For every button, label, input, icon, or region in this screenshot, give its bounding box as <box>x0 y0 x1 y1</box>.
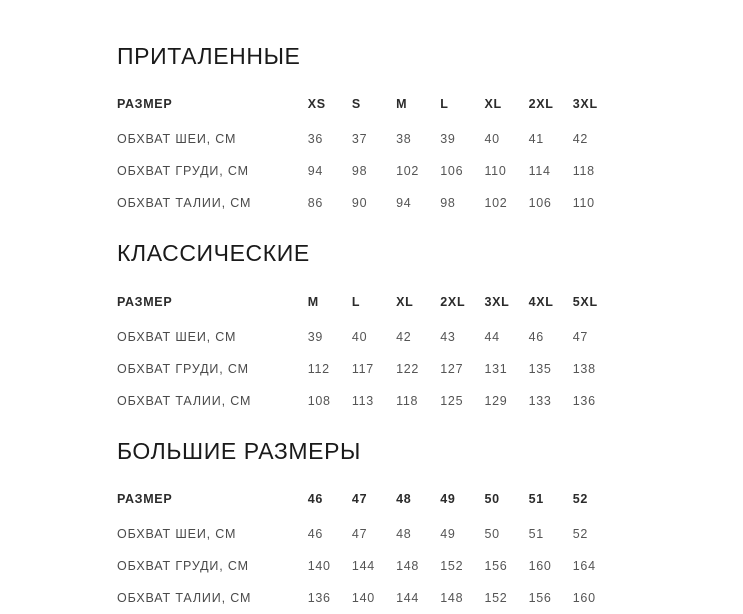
size-section-classic <box>0 241 743 416</box>
table-row <box>117 353 617 385</box>
cell-value: 106 <box>440 164 464 179</box>
size-table <box>117 285 617 417</box>
row-label: ОБХВАТ ГРУДИ, СМ <box>117 361 249 376</box>
row-label: ОБХВАТ ШЕИ, СМ <box>117 526 237 541</box>
cell-value: 48 <box>396 526 412 541</box>
column-header-size: 50 <box>484 491 500 506</box>
cell-value: 113 <box>351 393 374 408</box>
cell-value: 46 <box>528 329 544 344</box>
column-header-size: L <box>351 294 361 309</box>
cell-value: 52 <box>572 526 589 541</box>
cell-value: 94 <box>396 196 412 211</box>
cell-value: 131 <box>484 361 508 376</box>
column-header-size: L <box>440 97 449 112</box>
cell-value: 90 <box>351 196 368 211</box>
cell-value: 133 <box>528 393 552 408</box>
cell-value: 114 <box>528 164 551 179</box>
cell-value: 47 <box>351 526 368 541</box>
cell-value: 160 <box>572 590 596 605</box>
size-table <box>117 482 617 614</box>
column-header-size: 51 <box>528 491 544 506</box>
cell-value: 44 <box>484 329 500 344</box>
cell-value: 144 <box>396 590 420 605</box>
table-body <box>117 321 617 417</box>
column-header-size: XL <box>484 97 502 112</box>
cell-value: 37 <box>351 132 368 147</box>
cell-value: 140 <box>351 590 375 605</box>
cell-value: 129 <box>484 393 508 408</box>
table-body <box>117 123 617 219</box>
cell-value: 122 <box>396 361 420 376</box>
column-header-size: XL <box>396 294 414 309</box>
table-row <box>117 321 617 353</box>
row-label: ОБХВАТ ШЕИ, СМ <box>117 329 237 344</box>
cell-value: 106 <box>528 196 552 211</box>
cell-value: 148 <box>440 590 464 605</box>
size-section-fitted <box>0 44 743 219</box>
table-row <box>117 385 617 417</box>
column-header-size: 3XL <box>572 97 598 112</box>
row-label: ОБХВАТ ГРУДИ, СМ <box>117 164 249 179</box>
size-table <box>117 87 617 219</box>
table-header <box>117 285 617 321</box>
cell-value: 152 <box>484 590 508 605</box>
section-title: КЛАССИЧЕСКИЕ <box>117 240 310 267</box>
table-row <box>117 582 617 614</box>
table-header-row <box>117 87 617 123</box>
cell-value: 50 <box>484 526 500 541</box>
cell-value: 136 <box>572 393 596 408</box>
cell-value: 39 <box>307 329 324 344</box>
cell-value: 98 <box>351 164 368 179</box>
cell-value: 36 <box>307 132 324 147</box>
cell-value: 136 <box>307 590 331 605</box>
table-header-row <box>117 285 617 321</box>
table-body <box>117 518 617 614</box>
column-header-size: 46 <box>307 491 324 506</box>
table-header <box>117 482 617 518</box>
cell-value: 118 <box>572 164 595 179</box>
table-row <box>117 123 617 155</box>
cell-value: 102 <box>484 196 508 211</box>
cell-value: 39 <box>440 132 456 147</box>
size-section-large <box>0 439 743 614</box>
column-header-size-label: РАЗМЕР <box>117 294 173 309</box>
table-row <box>117 550 617 582</box>
cell-value: 117 <box>351 361 374 376</box>
table-row <box>117 187 617 219</box>
cell-value: 40 <box>351 329 368 344</box>
row-label: ОБХВАТ ШЕИ, СМ <box>117 132 237 147</box>
row-label: ОБХВАТ ТАЛИИ, СМ <box>117 196 252 211</box>
cell-value: 112 <box>307 361 330 376</box>
row-label: ОБХВАТ ТАЛИИ, СМ <box>117 393 252 408</box>
cell-value: 94 <box>307 164 324 179</box>
cell-value: 49 <box>440 526 456 541</box>
cell-value: 144 <box>351 558 375 573</box>
cell-value: 46 <box>307 526 324 541</box>
cell-value: 148 <box>396 558 420 573</box>
section-title: ПРИТАЛЕННЫЕ <box>117 43 301 69</box>
cell-value: 156 <box>528 590 552 605</box>
cell-value: 118 <box>396 393 419 408</box>
cell-value: 98 <box>440 196 456 211</box>
column-header-size: 4XL <box>528 294 554 309</box>
cell-value: 40 <box>484 132 500 147</box>
row-label: ОБХВАТ ГРУДИ, СМ <box>117 558 249 573</box>
row-label: ОБХВАТ ТАЛИИ, СМ <box>117 590 252 605</box>
cell-value: 51 <box>528 526 544 541</box>
cell-value: 125 <box>440 393 464 408</box>
cell-value: 42 <box>572 132 589 147</box>
table-row <box>117 155 617 187</box>
table-row <box>117 518 617 550</box>
cell-value: 102 <box>396 164 420 179</box>
table-header-row <box>117 482 617 518</box>
cell-value: 38 <box>396 132 412 147</box>
cell-value: 138 <box>572 361 596 376</box>
column-header-size: 48 <box>396 491 412 506</box>
column-header-size: 47 <box>351 491 368 506</box>
cell-value: 41 <box>528 132 544 147</box>
column-header-size: 3XL <box>484 294 510 309</box>
cell-value: 160 <box>528 558 552 573</box>
column-header-size: M <box>307 294 319 309</box>
column-header-size: S <box>351 97 361 112</box>
section-title: БОЛЬШИЕ РАЗМЕРЫ <box>117 437 361 464</box>
cell-value: 164 <box>572 558 596 573</box>
cell-value: 43 <box>440 329 456 344</box>
cell-value: 156 <box>484 558 508 573</box>
column-header-size: 52 <box>572 491 589 506</box>
column-header-size: 2XL <box>528 97 554 112</box>
column-header-size-label: РАЗМЕР <box>117 491 173 506</box>
column-header-size-label: РАЗМЕР <box>117 97 173 112</box>
cell-value: 47 <box>572 329 589 344</box>
cell-value: 110 <box>484 164 507 179</box>
column-header-size: M <box>396 97 408 112</box>
column-header-size: XS <box>307 97 326 112</box>
column-header-size: 5XL <box>572 294 598 309</box>
column-header-size: 2XL <box>440 294 466 309</box>
cell-value: 152 <box>440 558 464 573</box>
cell-value: 108 <box>307 393 331 408</box>
cell-value: 135 <box>528 361 552 376</box>
cell-value: 42 <box>396 329 412 344</box>
cell-value: 127 <box>440 361 464 376</box>
column-header-size: 49 <box>440 491 456 506</box>
cell-value: 140 <box>307 558 331 573</box>
cell-value: 110 <box>572 196 595 211</box>
cell-value: 86 <box>307 196 324 211</box>
table-header <box>117 87 617 123</box>
